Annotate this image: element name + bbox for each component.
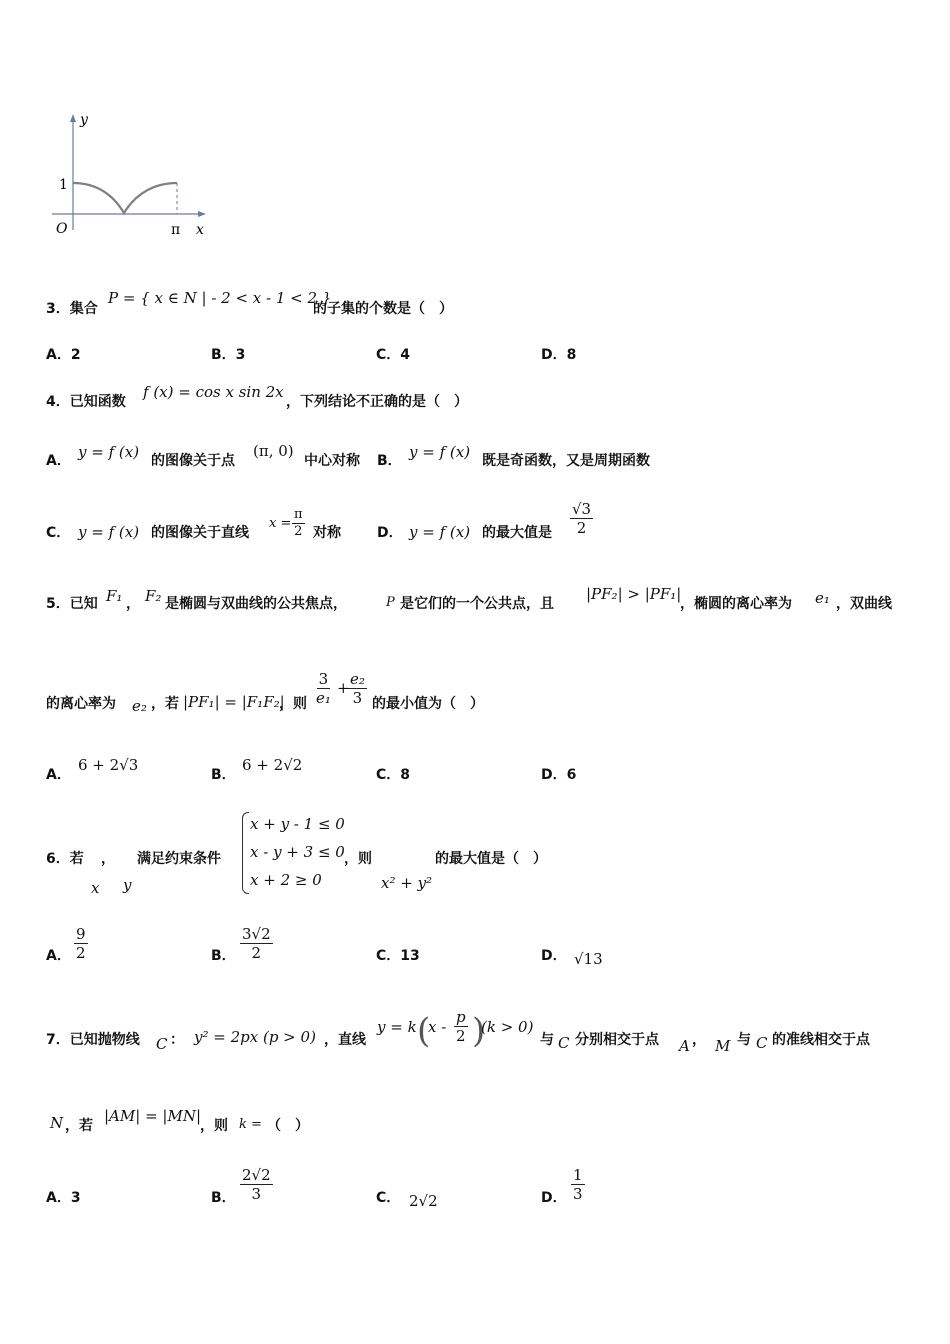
q6-constraint-3: x + 2 ≥ 0 — [250, 871, 322, 889]
q7-line-fraction — [454, 1008, 468, 1045]
q6-constraint-2: x - y + 3 ≤ 0 — [250, 843, 345, 861]
q7-colon: ： — [170, 1032, 184, 1048]
q7-option-d-num: 1 — [573, 1166, 583, 1184]
q7-prefix: 7．已知抛物线 — [46, 1032, 140, 1048]
q7-option-d-fraction — [571, 1166, 585, 1203]
q4-option-b-label: B． — [377, 453, 402, 469]
q6-option-a-label: A． — [46, 948, 71, 964]
q4-option-c-line-lhs: x = — [269, 516, 292, 531]
q3-option-a: A．2 — [46, 347, 81, 363]
x-axis-label: x — [196, 222, 204, 238]
q3-option-d: D．8 — [541, 347, 577, 363]
q5-fraction-2 — [348, 670, 367, 707]
q4-option-d-expression: y = f (x) — [409, 523, 471, 541]
q7-line-lhs: y = k — [377, 1018, 417, 1036]
q4-option-a-expression: y = f (x) — [78, 443, 140, 461]
q3-stem-suffix: 的子集的个数是（ ） — [313, 301, 453, 317]
q7-line-fraction-num: p — [456, 1008, 466, 1026]
q7-line-fraction-den: 2 — [456, 1027, 466, 1045]
q6-option-d-label: D． — [541, 948, 567, 964]
q4-option-c-suffix: 对称 — [313, 525, 341, 541]
q6-text-2: ，则 — [344, 851, 372, 867]
q6-option-a-num: 9 — [76, 925, 86, 943]
q5-inequality: |PF₂| > |PF₁| — [586, 585, 682, 603]
q4-option-b-expression: y = f (x) — [409, 443, 471, 461]
q7-text-1: ，直线 — [324, 1032, 366, 1048]
q3-option-b: B．3 — [211, 347, 246, 363]
q5-fraction-2-den: 3 — [352, 689, 363, 707]
q4-stem-prefix: 4．已知函数 — [46, 394, 126, 410]
q4-function-expression: f (x) = cos x sin 2x — [143, 383, 284, 401]
q7-line-inner: x - — [428, 1018, 447, 1036]
q3-stem-prefix: 3．集合 — [46, 301, 98, 317]
q7-point-a: A — [679, 1037, 690, 1055]
q5-f1: F₁ — [106, 587, 123, 605]
q6-option-b-num: 3√2 — [242, 925, 271, 943]
q5-text-1: 是椭圆与双曲线的公共焦点， — [165, 596, 347, 612]
q4-option-d-fraction-den: 2 — [576, 519, 587, 537]
q7-curve-c-2: C — [558, 1034, 570, 1052]
x-axis-arrow — [198, 211, 206, 217]
q6-option-c: C．13 — [376, 948, 420, 964]
q7-text-4: 与 — [737, 1032, 751, 1048]
q6-option-b-label: B． — [211, 948, 236, 964]
q7-comma: ， — [692, 1032, 706, 1048]
y-axis-label: y — [80, 112, 88, 128]
q4-option-a-suffix: 中心对称 — [304, 453, 360, 469]
q7-line2-text-1: ，若 — [65, 1118, 93, 1134]
q7-point-m: M — [715, 1037, 731, 1055]
q5-equation: |PF₁| = |F₁F₂| — [183, 693, 285, 711]
q7-option-c-label: C． — [376, 1190, 401, 1206]
q5-option-d: D．6 — [541, 767, 577, 783]
q5-option-a-expression: 6 + 2√3 — [78, 756, 139, 774]
q5-point-p: P — [386, 595, 395, 610]
q5-comma: ， — [126, 596, 140, 612]
q7-text-5: 的准线相交于点 — [772, 1032, 870, 1048]
q4-option-a-text: 的图像关于点 — [151, 453, 235, 469]
q6-option-d-expression: √13 — [574, 950, 603, 968]
q6-text-1: 满足约束条件 — [137, 851, 221, 867]
q5-line2-text-1: 的离心率为 — [46, 696, 116, 712]
q4-option-c-fraction — [292, 507, 305, 540]
q4-option-a-point: (π, 0) — [253, 442, 294, 460]
q5-e2: e₂ — [132, 697, 147, 715]
q5-fraction-1-den: e₁ — [316, 689, 331, 707]
q7-point-n: N — [50, 1114, 64, 1132]
q7-option-d-label: D． — [541, 1190, 567, 1206]
q4-option-c-fraction-num: π — [294, 507, 303, 522]
q6-target-expression: x² + y² — [381, 874, 433, 892]
q4-option-c-label: C． — [46, 525, 71, 541]
q5-e1: e₁ — [815, 589, 830, 607]
q5-option-c: C．8 — [376, 767, 411, 783]
q7-curve-c-3: C — [756, 1034, 768, 1052]
q3-option-c: C．4 — [376, 347, 411, 363]
q5-option-a-label: A． — [46, 767, 71, 783]
q7-option-c-expression: 2√2 — [409, 1192, 438, 1210]
origin-label: O — [56, 221, 68, 237]
q4-option-c-fraction-den: 2 — [294, 524, 303, 539]
q7-option-b-label: B． — [211, 1190, 236, 1206]
q5-text-4: ，双曲线 — [836, 596, 892, 612]
curve — [73, 183, 177, 213]
q7-option-a: A．3 — [46, 1190, 81, 1206]
q6-option-a-den: 2 — [76, 944, 86, 962]
q5-fraction-1 — [314, 670, 333, 707]
q7-line-condition: (k > 0) — [481, 1018, 534, 1036]
q7-equation: |AM| = |MN| — [104, 1107, 201, 1125]
q6-prefix: 6．若 — [46, 851, 84, 867]
q4-option-d-label: D． — [377, 525, 403, 541]
q5-prefix: 5．已知 — [46, 596, 98, 612]
q7-option-d-den: 3 — [573, 1185, 583, 1203]
q5-fraction-2-num: e₂ — [350, 670, 365, 688]
q4-option-d-fraction-num: √3 — [572, 500, 592, 518]
q6-constraint-brace — [242, 812, 249, 894]
q6-comma: ， — [101, 851, 115, 867]
q6-constraint-1: x + y - 1 ≤ 0 — [250, 815, 345, 833]
q7-curve-c: C — [156, 1035, 168, 1053]
q7-text-2: 与 — [540, 1032, 554, 1048]
q7-line-paren-open: ( — [417, 1011, 431, 1051]
q7-option-b-num: 2√2 — [242, 1166, 271, 1184]
q7-option-b-den: 3 — [251, 1185, 262, 1203]
q7-line2-text-3: （ ） — [267, 1118, 309, 1134]
q5-line2-text-2: ，若 — [151, 696, 179, 712]
q7-line2-text-2: ，则 — [200, 1118, 228, 1134]
q5-line2-text-3: ，则 — [279, 696, 307, 712]
q5-option-b-label: B． — [211, 767, 236, 783]
q7-option-b-fraction — [240, 1166, 273, 1203]
q4-option-b-text: 既是奇函数，又是周期函数 — [482, 453, 650, 469]
q7-line-paren-close: ) — [472, 1011, 486, 1051]
q6-option-a-fraction — [74, 925, 88, 962]
q4-option-c-text: 的图像关于直线 — [151, 525, 249, 541]
q6-text-3: 的最大值是（ ） — [435, 851, 547, 867]
q4-option-a-label: A． — [46, 453, 71, 469]
q7-k-equals: k = — [239, 1117, 262, 1132]
q4-option-d-fraction — [570, 500, 593, 537]
q5-option-b-expression: 6 + 2√2 — [242, 756, 303, 774]
q5-fraction-1-num: 3 — [318, 670, 329, 688]
q6-option-b-den: 2 — [251, 944, 262, 962]
q3-set-expression: P = { x ∈ N | - 2 < x - 1 < 2 } — [108, 289, 332, 307]
tick-pi-label: π — [171, 222, 181, 238]
q5-f2: F₂ — [145, 587, 162, 605]
q4-option-c-expression: y = f (x) — [78, 523, 140, 541]
q4-stem-suffix: ，下列结论不正确的是（ ） — [286, 394, 468, 410]
q6-var-x: x — [91, 879, 100, 897]
q5-plus: + — [337, 679, 350, 697]
q5-line2-text-4: 的最小值为（ ） — [372, 696, 484, 712]
q6-var-y: y — [123, 876, 132, 894]
q6-option-b-fraction — [240, 925, 273, 962]
function-graph — [0, 105, 220, 245]
q7-text-3: 分别相交于点 — [575, 1032, 659, 1048]
q7-parabola: y² = 2px (p > 0) — [194, 1028, 316, 1046]
y-axis-arrow — [70, 114, 76, 122]
q4-option-d-text: 的最大值是 — [482, 525, 552, 541]
tick-one-label: 1 — [59, 177, 68, 193]
q5-text-2: 是它们的一个公共点，且 — [400, 596, 554, 612]
q5-text-3: ，椭圆的离心率为 — [680, 596, 792, 612]
